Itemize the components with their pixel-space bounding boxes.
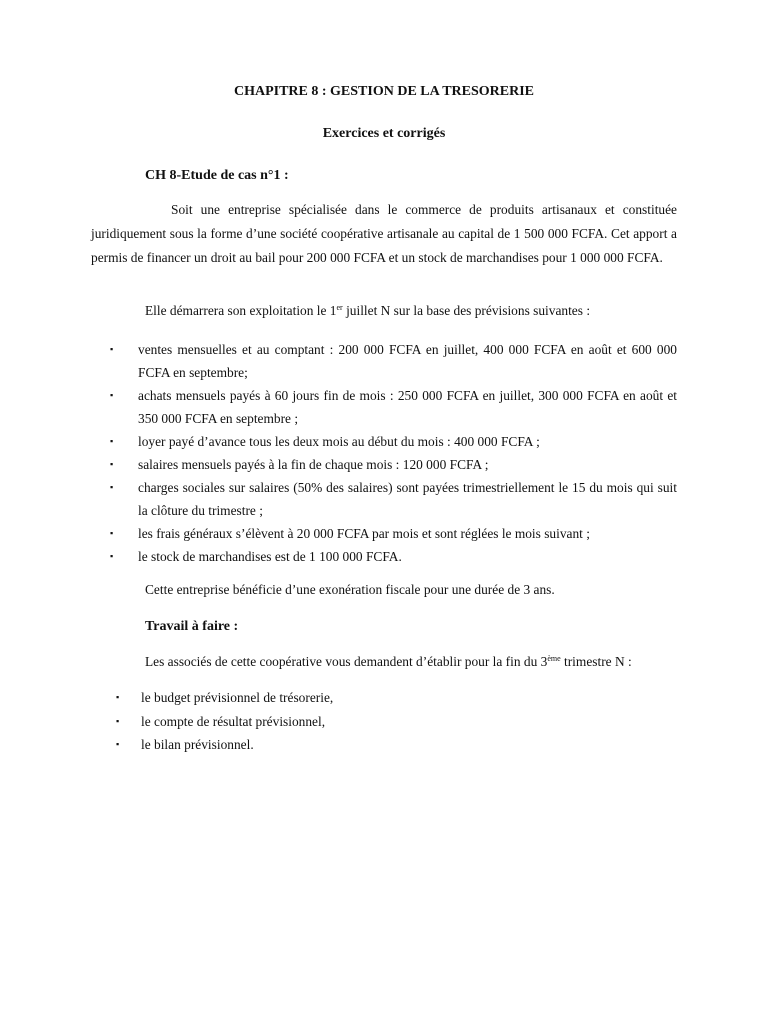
list-item-text: achats mensuels payés à 60 jours fin de mois : 250 000 FCFA en juillet, 300 000 FCFA en août et 350 000 FCFA en septembre ;	[138, 388, 677, 426]
bullet-icon: ▪	[110, 528, 114, 538]
work-title: Travail à faire :	[145, 619, 239, 634]
list-item	[110, 545, 677, 568]
bullet-icon: ▪	[116, 739, 120, 749]
chapter-title: CHAPITRE 8 : GESTION DE LA TRESORERIE	[233, 84, 535, 99]
list-item-text: salaires mensuels payés à la fin de chaque mois : 120 000 FCFA ;	[138, 457, 489, 472]
start-line	[145, 303, 590, 319]
list-item-text: loyer payé d’avance tous les deux mois au début du mois : 400 000 FCFA ;	[138, 434, 540, 449]
case-study-title: CH 8-Etude de cas n°1 :	[145, 168, 289, 183]
intro-text: Soit une entreprise spécialisée dans le commerce de produits artisanaux et constituée juridiquement sous la forme d’une société coopérative artisanale au capital de 1 500 000 FCFA. Cet apport a permis de financer un droit au bail pour 200 000 FCFA et un stock de marchandises pour 1 000 000 FCFA.	[91, 202, 677, 265]
list-item-text: le stock de marchandises est de 1 100 000 FCFA.	[138, 549, 402, 564]
bullet-icon: ▪	[110, 459, 114, 469]
list-item	[116, 710, 516, 734]
list-item	[110, 522, 677, 545]
list-item	[110, 384, 677, 430]
list-item-text: les frais généraux s’élèvent à 20 000 FCFA par mois et sont réglées le mois suivant ;	[138, 526, 590, 541]
request-sup: ème	[547, 654, 561, 663]
bullet-icon: ▪	[116, 715, 120, 726]
bullet-icon: ▪	[110, 436, 114, 446]
start-suffix: juillet N sur la base des prévisions suivantes :	[342, 303, 591, 318]
list-item	[110, 476, 677, 522]
intro-paragraph	[91, 198, 677, 270]
bullet-icon: ▪	[116, 692, 120, 702]
list-item-text: le compte de résultat prévisionnel,	[141, 713, 326, 729]
start-prefix: Elle démarrera son exploitation le 1	[145, 303, 337, 318]
list-item	[110, 338, 677, 384]
bullet-icon: ▪	[110, 344, 114, 354]
list-item	[116, 686, 516, 710]
bullet-icon: ▪	[110, 551, 114, 561]
request-suffix: trimestre N :	[560, 654, 632, 669]
list-item-text: ventes mensuelles et au comptant : 200 000 FCFA en juillet, 400 000 FCFA en août et 600 000 FCFA en septembre;	[138, 342, 677, 380]
list-item-text: le budget prévisionnel de trésorerie,	[141, 690, 334, 705]
section-subtitle: Exercices et corrigés	[322, 126, 446, 141]
list-item	[110, 453, 677, 476]
start-sup: er	[336, 303, 343, 312]
request-prefix: Les associés de cette coopérative vous demandent d’établir pour la fin du 3	[145, 654, 548, 669]
request-line	[145, 654, 632, 670]
task-list	[116, 686, 516, 757]
bullet-icon: ▪	[110, 390, 114, 400]
list-item-text: charges sociales sur salaires (50% des salaires) sont payées trimestriellement le 15 du mois qui suit la clôture du trimestre ;	[138, 480, 677, 518]
list-item	[110, 430, 677, 453]
bullet-icon: ▪	[110, 482, 114, 492]
list-item-text: le bilan prévisionnel.	[141, 737, 254, 752]
forecast-list	[110, 338, 677, 568]
list-item	[116, 733, 516, 757]
tax-note: Cette entreprise bénéficie d’une exonération fiscale pour une durée de 3 ans.	[145, 582, 555, 597]
